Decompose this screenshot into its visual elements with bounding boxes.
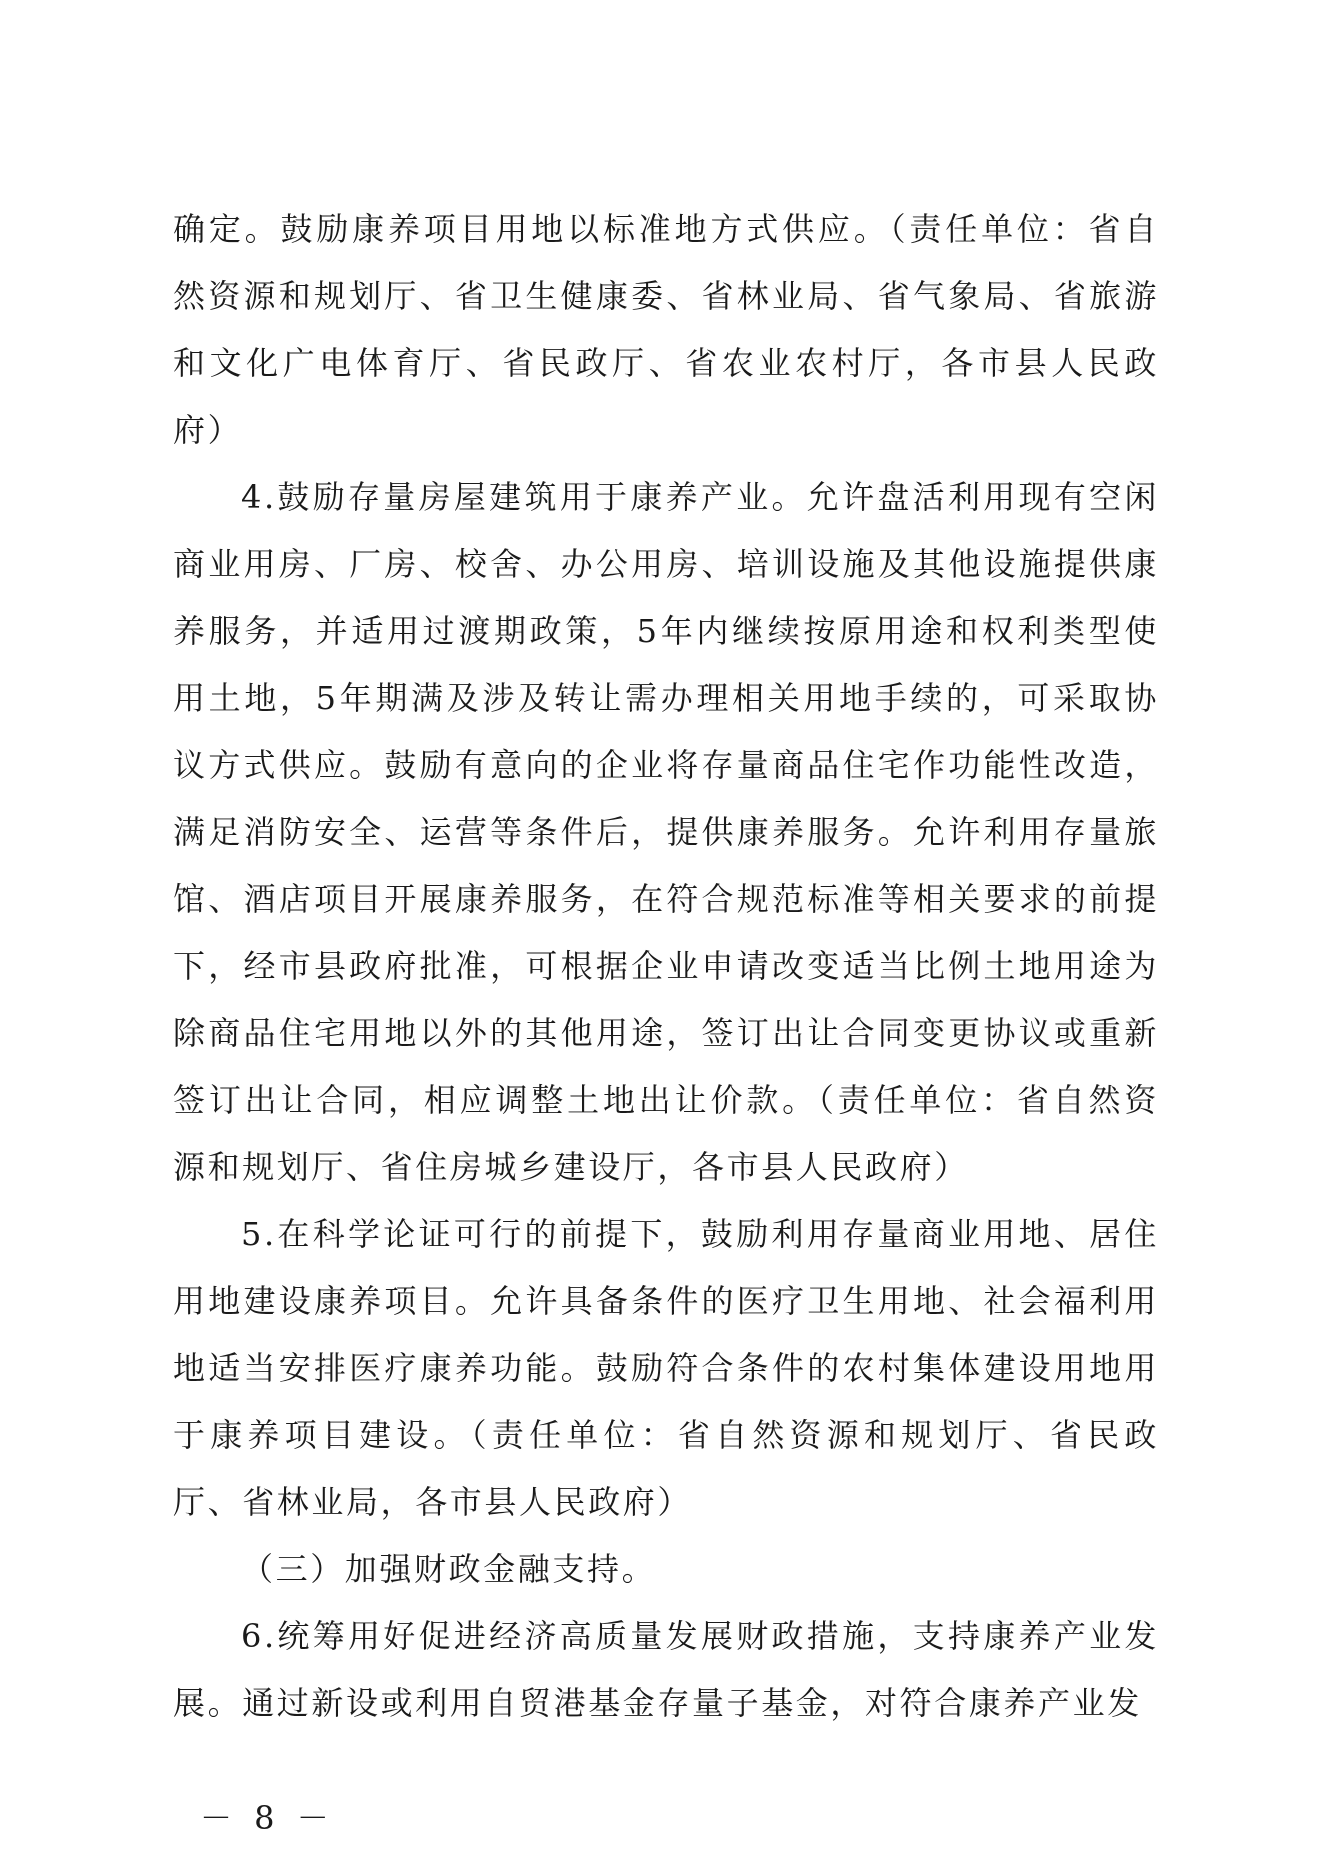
document-body bbox=[173, 196, 1159, 1737]
paragraph-item-5: 5.在科学论证可行的前提下，鼓励利用存量商业用地、居住用地建设康养项目。允许具备条件的医疗卫生用地、社会福利用地适当安排医疗康养功能。鼓励符合条件的农村集体建设用地用于康养项目建设。（责任单位：省自然资源和规划厅、省民政厅、省林业局，各市县人民政府） bbox=[173, 1215, 1159, 1521]
section-heading-3: （三）加强财政金融支持。 bbox=[241, 1550, 657, 1588]
paragraph-item-4: 4.鼓励存量房屋建筑用于康养产业。允许盘活利用现有空闲商业用房、厂房、校舍、办公用房、培训设施及其他设施提供康养服务，并适用过渡期政策，5年内继续按原用途和权利类型使用土地，5年期满及涉及转让需办理相关用地手续的，可采取协议方式供应。鼓励有意向的企业将存量商品住宅作功能性改造，满足消防安全、运营等条件后，提供康养服务。允许利用存量旅馆、酒店项目开展康养服务，在符合规范标准等相关要求的前提下，经市县政府批准，可根据企业申请改变适当比例土地用途为除商品住宅用地以外的其他用途，签订出让合同变更协议或重新签订出让合同，相应调整土地出让价款。（责任单位：省自然资源和规划厅、省住房城乡建设厅，各市县人民政府） bbox=[173, 478, 1159, 1186]
paragraph-item-6: 6.统筹用好促进经济高质量发展财政措施，支持康养产业发展。通过新设或利用自贸港基金存量子基金，对符合康养产业发 bbox=[173, 1617, 1159, 1722]
paragraph-continuation: 确定。鼓励康养项目用地以标准地方式供应。（责任单位：省自然资源和规划厅、省卫生健康委、省林业局、省气象局、省旅游和文化广电体育厅、省民政厅、省农业农村厅，各市县人民政府） bbox=[173, 210, 1159, 449]
page-number: － 8 － bbox=[200, 1799, 335, 1837]
